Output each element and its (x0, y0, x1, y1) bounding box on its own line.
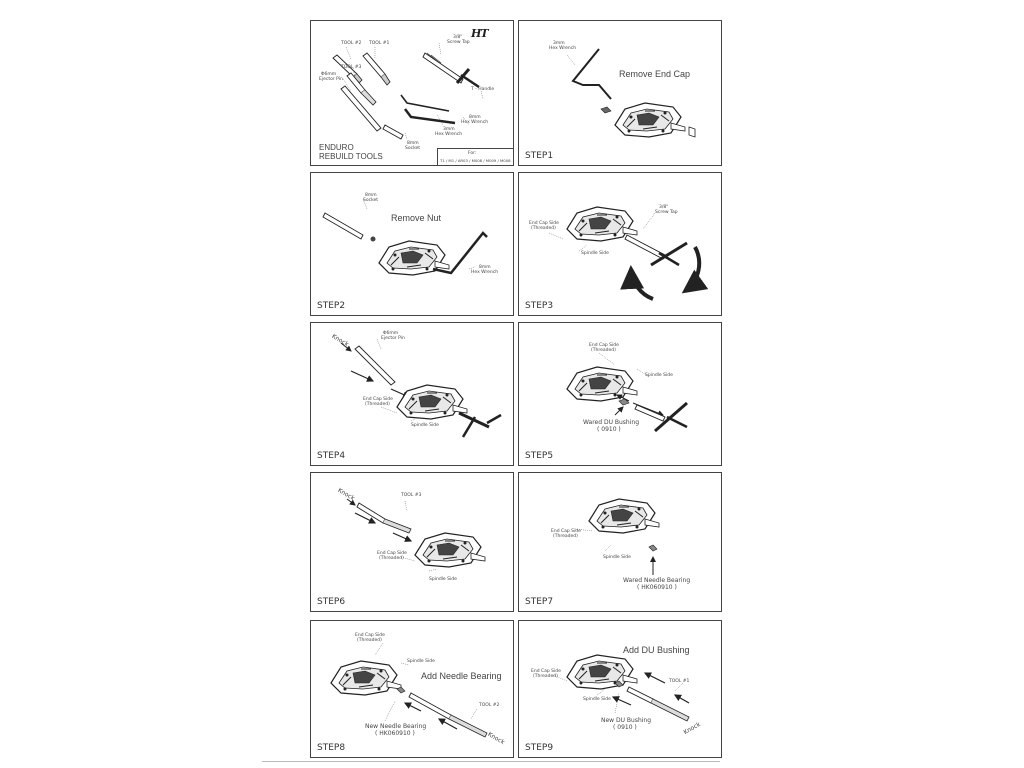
hex8-label-1: 8mm (469, 115, 481, 120)
step7-illustration (519, 473, 722, 612)
step9-title: Add DU Bushing (623, 645, 690, 655)
step8-knock-label: Knock (486, 730, 506, 747)
step5-illustration (519, 323, 722, 466)
step4-endcap-label-2: (Threaded) (365, 402, 390, 407)
step4-ejector-label-1: Φ6mm (383, 331, 399, 336)
screwtap-label-1: 3/8" (453, 35, 463, 40)
tool2-label: TOOL #2 (341, 41, 362, 46)
step5-endcap-label-1: End Cap Side (589, 343, 619, 348)
step8-bearing-label-1: New Needle Bearing (365, 723, 427, 730)
screwtap-label-2: Screw Tap (447, 40, 470, 45)
step8-endcap-label-1: End Cap Side (355, 633, 385, 638)
step4-label: STEP4 (317, 451, 346, 461)
step8-endcap-label-2: (Threaded) (357, 638, 382, 643)
for-label: For: (468, 151, 477, 156)
step3-endcap-label-1: End Cap Side (529, 221, 559, 226)
ejector-label-2: Ejector Pin (319, 77, 343, 82)
step9-bushing-label-2: ( 0910 ) (613, 724, 637, 731)
step5-bushing-label-2: ( 0910 ) (597, 426, 621, 433)
step2-label: STEP2 (317, 301, 346, 311)
tools-header-2: REBUILD TOOLS (319, 152, 383, 161)
step7-spindle-label: Spindle Side (603, 555, 631, 560)
step6-panel (310, 472, 514, 612)
step6-endcap-label-1: End Cap Side (377, 551, 407, 556)
step7-endcap-label-2: (Threaded) (553, 534, 578, 539)
step1-illustration (519, 21, 722, 166)
step3-tap-label-2: Screw Tap (655, 210, 678, 215)
step4-ejector-label-2: Ejector Pin (381, 336, 405, 341)
step6-endcap-label-2: (Threaded) (379, 556, 404, 561)
step5-endcap-label-2: (Threaded) (591, 348, 616, 353)
ht-logo: HT (471, 27, 488, 40)
step2-illustration (311, 173, 514, 316)
step1-hex-label-1: 3mm (553, 41, 565, 46)
step2-title: Remove Nut (391, 213, 442, 223)
for-models: T1 / M1 / AR03 / M008 / M009 / M008 (440, 158, 511, 163)
step6-knock-label: Knock (336, 486, 356, 503)
bottom-rule (262, 761, 720, 762)
tools-header-1: ENDURO (319, 143, 354, 152)
step7-bearing-label-2: ( HK060910 ) (637, 584, 677, 591)
step6-tool-label: TOOL #3 (401, 493, 422, 498)
step4-endcap-label-1: End Cap Side (363, 397, 393, 402)
step9-panel (518, 620, 722, 758)
step1-hex-label-2: Hex Wrench (549, 46, 577, 51)
step8-spindle-label: Spindle Side (407, 659, 435, 664)
step9-label: STEP9 (525, 743, 554, 753)
step5-bushing-label-1: Wared DU Bushing (583, 419, 640, 426)
step7-label: STEP7 (525, 597, 554, 607)
step9-illustration (519, 621, 722, 758)
step6-spindle-label: Spindle Side (429, 577, 457, 582)
step9-bushing-label-1: New DU Bushing (601, 717, 652, 724)
step2-panel (310, 172, 514, 316)
step4-panel (310, 322, 514, 466)
step1-title: Remove End Cap (619, 69, 691, 79)
step2-socket-label-2: Socket (363, 198, 379, 203)
step1-panel (518, 20, 722, 166)
step7-panel (518, 472, 722, 612)
step3-endcap-label-2: (Threaded) (531, 226, 556, 231)
step8-panel (310, 620, 514, 758)
step9-endcap-label-2: (Threaded) (533, 674, 558, 679)
step7-bearing-label-1: Wared Needle Bearing (623, 577, 691, 584)
step8-tool-label: TOOL #2 (479, 703, 500, 708)
step2-hex-label-2: Hex Wrench (471, 270, 499, 275)
hex3-label-2: Hex Wrench (435, 132, 463, 137)
step8-label: STEP8 (317, 743, 346, 753)
step5-panel (518, 322, 722, 466)
step6-label: STEP6 (317, 597, 346, 607)
step9-spindle-label: Spindle Side (583, 697, 611, 702)
step8-illustration (311, 621, 514, 758)
step7-endcap-label-1: End Cap Side (551, 529, 581, 534)
step2-hex-label-1: 8mm (479, 265, 491, 270)
step9-tool-label: TOOL #1 (669, 679, 690, 684)
tool3-label: TOOL #3 (341, 65, 362, 70)
step1-label: STEP1 (525, 151, 554, 161)
step4-spindle-label: Spindle Side (411, 423, 439, 428)
hex8-label-2: Hex Wrench (461, 120, 489, 125)
thandle-label: T - Handle (471, 87, 495, 92)
step3-illustration (519, 173, 722, 316)
tool1-label: TOOL #1 (369, 41, 390, 46)
step9-knock-label: Knock (682, 720, 702, 737)
step3-tap-label-1: 3/8" (659, 205, 669, 210)
socket-label-1: 8mm (407, 141, 419, 146)
step2-socket-label-1: 8mm (365, 193, 377, 198)
step3-panel (518, 172, 722, 316)
step8-title: Add Needle Bearing (421, 671, 502, 681)
step5-label: STEP5 (525, 451, 554, 461)
tools-panel (310, 20, 514, 166)
step5-spindle-label: Spindle Side (645, 373, 673, 378)
hex3-label-1: 3mm (443, 127, 455, 132)
step9-endcap-label-1: End Cap Side (531, 669, 561, 674)
for-models-box (437, 148, 514, 165)
step3-label: STEP3 (525, 301, 554, 311)
step8-bearing-label-2: ( HK060910 ) (375, 730, 415, 737)
ejector-label-1: Φ6mm (321, 72, 337, 77)
step3-spindle-label: Spindle Side (581, 251, 609, 256)
socket-label-2: Socket (405, 146, 421, 151)
step4-knock-label: Knock (330, 332, 350, 349)
